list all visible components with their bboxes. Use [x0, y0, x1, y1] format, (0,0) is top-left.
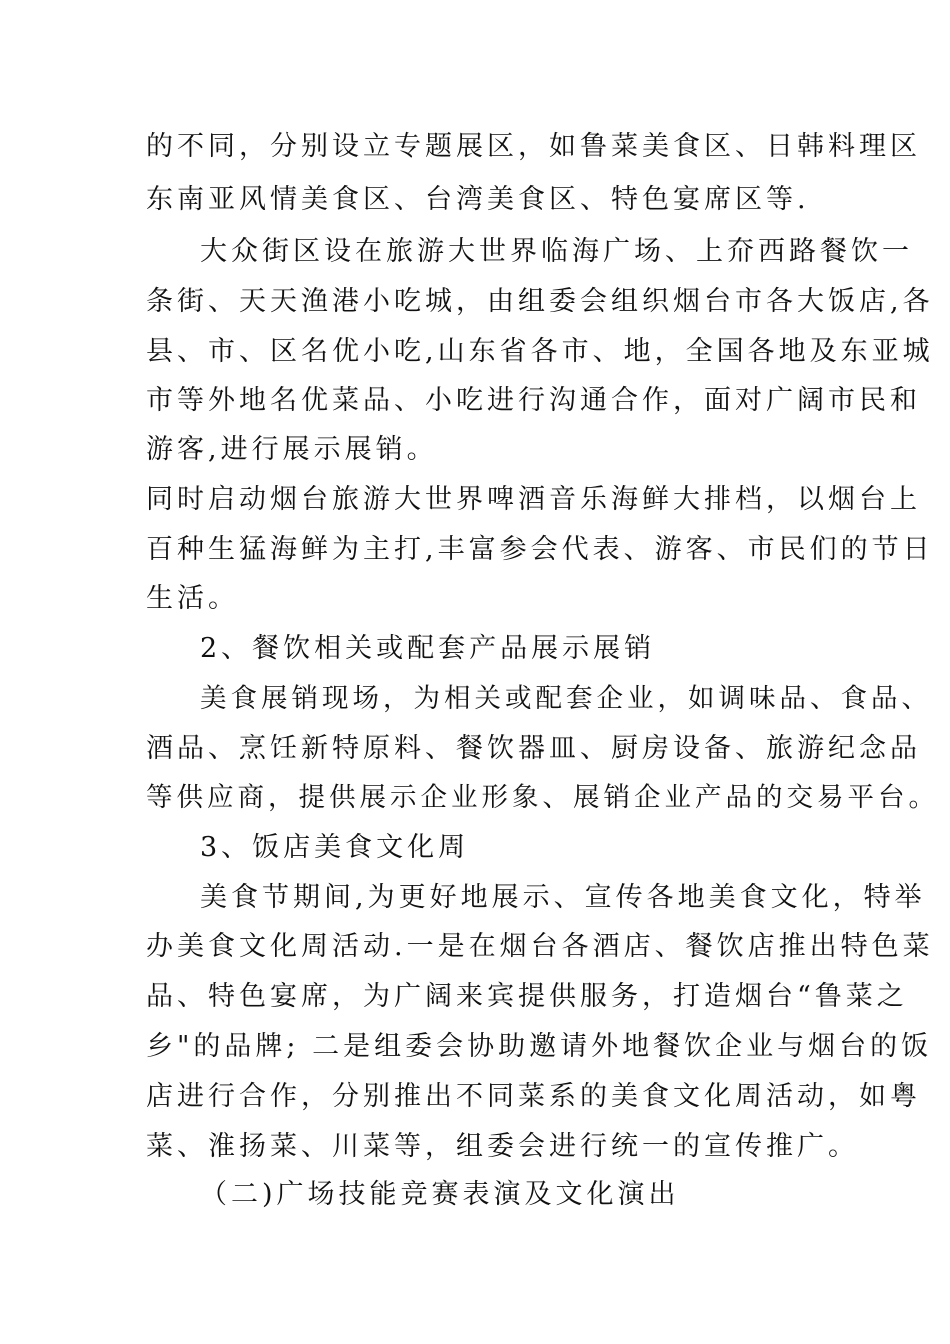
text-line: 生活。	[146, 583, 239, 614]
text-line: 的不同，分别设立专题展区，如鲁菜美食区、日韩料理区	[146, 131, 921, 162]
text-line: 游客,进行展示展销。	[146, 434, 438, 465]
text-line: 条街、天天渔港小吃城，由组委会组织烟台市各大饭店,各	[146, 286, 934, 317]
text-line: 美食展销现场，为相关或配套企业，如调味品、食品、	[200, 683, 932, 714]
text-line: 办美食文化周活动.一是在烟台各酒店、餐饮店推出特色菜	[146, 931, 934, 962]
text-line: 市等外地名优菜品、小吃进行沟通合作，面对广阔市民和	[146, 385, 921, 416]
text-line: 乡"的品牌; 二是组委会协助邀请外地餐饮企业与烟台的饭	[146, 1031, 933, 1062]
section-heading: 2、餐饮相关或配套产品展示展销	[200, 633, 656, 664]
text-line: 酒品、烹饪新特原料、餐饮器皿、厨房设备、旅游纪念品	[146, 733, 921, 764]
text-line: 同时启动烟台旅游大世界啤酒音乐海鲜大排档，以烟台上	[146, 484, 921, 515]
text-line: 东南亚风情美食区、台湾美食区、特色宴席区等.	[146, 184, 810, 215]
section-heading: （二)广场技能竞赛表演及文化演出	[200, 1179, 680, 1210]
text-line: 百种生猛海鲜为主打,丰富参会代表、游客、市民们的节日	[146, 534, 934, 565]
section-heading: 3、饭店美食文化周	[200, 832, 470, 863]
text-line: 县、市、区名优小吃,山东省各市、地，全国各地及东亚城	[146, 336, 934, 367]
text-line: 菜、淮扬菜、川菜等，组委会进行统一的宣传推广。	[146, 1131, 859, 1162]
text-line: 大众街区设在旅游大世界临海广场、上夼西路餐饮一	[200, 236, 913, 267]
text-line: 品、特色宴席，为广阔来宾提供服务，打造烟台“鲁菜之	[146, 981, 908, 1012]
text-line: 店进行合作，分别推出不同菜系的美食文化周活动，如粤	[146, 1081, 921, 1112]
text-line: 等供应商，提供展示企业形象、展销企业产品的交易平台。	[146, 782, 939, 813]
text-line: 美食节期间,为更好地展示、宣传各地美食文化，特举	[200, 882, 926, 913]
